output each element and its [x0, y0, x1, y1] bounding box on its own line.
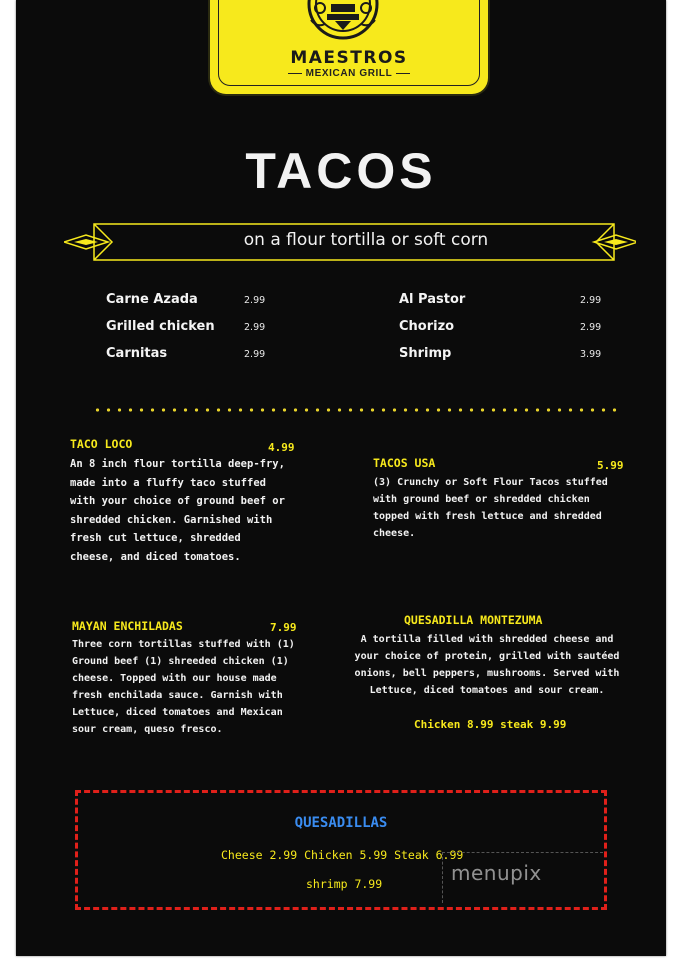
taco-item-name: Chorizo [399, 319, 455, 334]
taco-loco-price: 4.99 [268, 441, 295, 454]
brand-subtitle: MEXICAN GRILL [305, 68, 393, 79]
mayan-enchiladas-price: 7.99 [270, 621, 297, 634]
taco-item-name: Al Pastor [399, 292, 466, 307]
quesadilla-montezuma-title: QUESADILLA MONTEZUMA [404, 613, 543, 627]
subtitle-text: on a flour tortilla or soft corn [243, 230, 489, 250]
taco-loco-title: TACO LOCO [70, 437, 133, 451]
brand-name: MAESTROS [290, 48, 408, 68]
taco-item-price: 2.99 [244, 349, 266, 360]
taco-item-price: 2.99 [580, 322, 602, 333]
taco-loco-description: An 8 inch flour tortilla deep-fry, made into a fluffy taco stuffed with your choice of ground beef or shredded chicken. Garnished with fresh cut lettuce, shredded cheese, and diced tomatoes. [70, 458, 285, 563]
dotted-divider [92, 408, 622, 412]
taco-item-name: Carne Azada [106, 292, 198, 307]
taco-item-name: Shrimp [399, 346, 452, 361]
taco-item-name: Grilled chicken [106, 319, 215, 334]
taco-item-price: 2.99 [580, 295, 602, 306]
tacos-usa-price: 5.99 [597, 459, 624, 472]
taco-item-price: 2.99 [244, 322, 266, 333]
divider [396, 73, 410, 75]
menu-page [16, 0, 666, 956]
quesadillas-prices-line: Cheese 2.99 Chicken 5.99 Steak 6.99 [221, 848, 464, 862]
aztec-mask-icon [287, 0, 399, 42]
quesadillas-shrimp-line: shrimp 7.99 [306, 877, 383, 891]
tacos-usa-description: (3) Crunchy or Soft Flour Tacos stuffed with ground beef or shredded chicken topped with fresh lettuce and shredded cheese. [373, 477, 608, 539]
restaurant-logo [208, 0, 490, 96]
quesadilla-montezuma-prices: Chicken 8.99 steak 9.99 [414, 718, 567, 731]
watermark-box [442, 852, 603, 903]
taco-item-name: Carnitas [106, 346, 168, 361]
brand-subtitle-row [210, 68, 488, 79]
quesadillas-title: QUESADILLAS [294, 815, 388, 831]
subtitle-banner [80, 220, 652, 264]
mayan-enchiladas-title: MAYAN ENCHILADAS [72, 619, 183, 633]
watermark-text: menupix [451, 861, 542, 885]
divider [288, 73, 302, 75]
quesadilla-montezuma-description: A tortilla filled with shredded cheese and your choice of protein, grilled with sautéed onions, bell peppers, mushrooms. Served with Lettuce, diced tomatoes and sour cream. [354, 634, 620, 696]
mayan-enchiladas-description: Three corn tortillas stuffed with (1) Ground beef (1) shreeded chicken (1) cheese. Topped with our house made fresh enchilada sauce. Garnish with Lettuce, diced tomatoes and Mexican sour cream, queso fresco. [72, 639, 295, 735]
taco-item-price: 2.99 [244, 295, 266, 306]
tacos-usa-title: TACOS USA [373, 456, 436, 470]
taco-item-price: 3.99 [580, 349, 602, 360]
page-title: TACOS [245, 143, 437, 199]
